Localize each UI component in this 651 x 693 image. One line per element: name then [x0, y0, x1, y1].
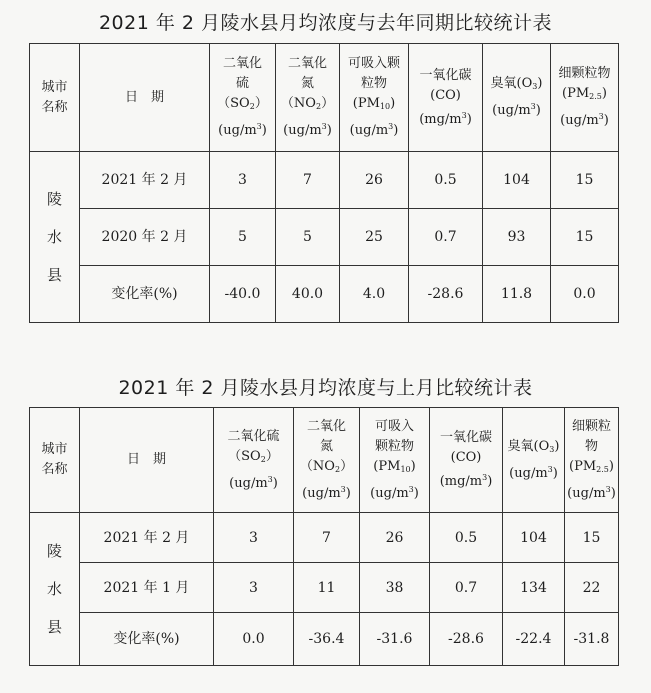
header-pm25: 细颗粒物 $(PM_{2.5})$ $(ug/m^3)$	[565, 408, 619, 513]
header-o3: 臭氧$(O_3)$ $(ug/m^3)$	[483, 44, 551, 152]
table2-title: 2021 年 2 月陵水县月均浓度与上月比较统计表	[118, 377, 533, 399]
table-row	[30, 152, 619, 209]
cell-pm25: -31.8	[565, 613, 619, 666]
table1-header-row	[30, 44, 619, 152]
table-row	[30, 209, 619, 266]
cell-pm10: 38	[360, 563, 430, 613]
cell-pm10: 26	[340, 152, 409, 209]
header-o3: 臭氧$(O_3)$ $(ug/m^3)$	[503, 408, 565, 513]
row-label: 2020 年 2 月	[80, 209, 210, 266]
header-city: 城市 名称	[30, 408, 80, 513]
table-row	[30, 563, 619, 613]
cell-co: 0.7	[409, 209, 483, 266]
header-date: 日 期	[80, 408, 214, 513]
cell-no2: 5	[276, 209, 340, 266]
table1	[29, 43, 619, 323]
table2	[29, 407, 619, 666]
cell-o3: 134	[503, 563, 565, 613]
cell-co: 0.5	[430, 513, 503, 563]
table1-title: 2021 年 2 月陵水县月均浓度与去年同期比较统计表	[98, 12, 553, 34]
table-row	[30, 266, 619, 323]
county-name: 陵 水 县	[30, 513, 80, 666]
row-label: 变化率(%)	[80, 266, 210, 323]
cell-o3: 11.8	[483, 266, 551, 323]
header-so2: 二氧化 硫$(SO_2)$ $(ug/m^3)$	[210, 44, 276, 152]
cell-o3: 104	[483, 152, 551, 209]
row-label: 变化率(%)	[80, 613, 214, 666]
cell-no2: 7	[276, 152, 340, 209]
cell-so2: 3	[210, 152, 276, 209]
header-city: 城市 名称	[30, 44, 80, 152]
cell-co: 0.5	[409, 152, 483, 209]
county-name: 陵 水 县	[30, 152, 80, 323]
cell-so2: -40.0	[210, 266, 276, 323]
row-label: 2021 年 2 月	[80, 152, 210, 209]
cell-pm25: 15	[551, 209, 619, 266]
header-pm25: 细颗粒物 $(PM_{2.5})$ $(ug/m^3)$	[551, 44, 619, 152]
header-no2: 二氧化 氮$(NO_2)$ $(ug/m^3)$	[276, 44, 340, 152]
cell-o3: -22.4	[503, 613, 565, 666]
header-date: 日 期	[80, 44, 210, 152]
cell-no2: 40.0	[276, 266, 340, 323]
table-row	[30, 613, 619, 666]
cell-pm10: 25	[340, 209, 409, 266]
header-co: 一氧化碳 (CO) $(mg/m^3)$	[409, 44, 483, 152]
header-co: 一氧化碳 (CO) $(mg/m^3)$	[430, 408, 503, 513]
cell-co: -28.6	[430, 613, 503, 666]
row-label: 2021 年 2 月	[80, 513, 214, 563]
cell-no2: -36.4	[294, 613, 360, 666]
header-no2: 二氧化 氮$(NO_2)$ $(ug/m^3)$	[294, 408, 360, 513]
row-label: 2021 年 1 月	[80, 563, 214, 613]
cell-pm25: 15	[565, 513, 619, 563]
cell-pm25: 0.0	[551, 266, 619, 323]
header-pm10: 可吸入 颗粒物 $(PM_{10})$ $(ug/m^3)$	[360, 408, 430, 513]
cell-pm10: 26	[360, 513, 430, 563]
table2-header-row	[30, 408, 619, 513]
cell-o3: 93	[483, 209, 551, 266]
cell-so2: 5	[210, 209, 276, 266]
cell-o3: 104	[503, 513, 565, 563]
cell-no2: 11	[294, 563, 360, 613]
cell-co: -28.6	[409, 266, 483, 323]
cell-so2: 0.0	[214, 613, 294, 666]
cell-pm25: 15	[551, 152, 619, 209]
cell-so2: 3	[214, 563, 294, 613]
header-so2: 二氧化硫 $(SO_2)$ $(ug/m^3)$	[214, 408, 294, 513]
cell-pm25: 22	[565, 563, 619, 613]
header-pm10: 可吸入颗 粒物 $(PM_{10})$ $(ug/m^3)$	[340, 44, 409, 152]
cell-pm10: 4.0	[340, 266, 409, 323]
cell-co: 0.7	[430, 563, 503, 613]
table-row	[30, 513, 619, 563]
cell-pm10: -31.6	[360, 613, 430, 666]
cell-no2: 7	[294, 513, 360, 563]
cell-so2: 3	[214, 513, 294, 563]
